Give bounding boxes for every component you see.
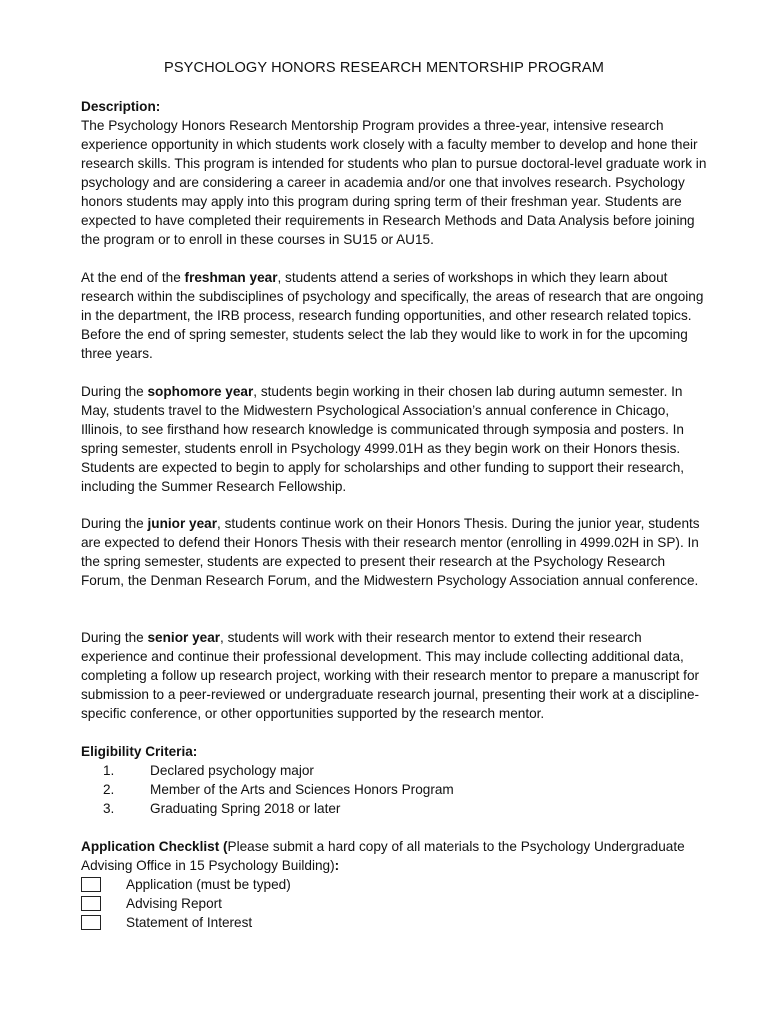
eligibility-item [81,780,711,799]
freshman-before: At the end of the [81,270,185,285]
page-title: PSYCHOLOGY HONORS RESEARCH MENTORSHIP PROGRAM [164,60,604,76]
eligibility-item-number: 1. [103,763,115,778]
senior-paragraph [81,628,711,723]
junior-before: During the [81,516,148,531]
eligibility-item [81,761,711,780]
eligibility-item-number: 2. [103,782,115,797]
checkbox-advising-report[interactable] [81,896,101,911]
checklist-heading-text: Please submit a hard copy of all materials to the Psychology Undergraduate Advising Office in 15 Psychology Building) [81,839,685,873]
senior-before: During the [81,630,148,645]
sophomore-before: During the [81,384,148,399]
eligibility-item-text: Member of the Arts and Sciences Honors Program [150,782,454,797]
description-text: The Psychology Honors Research Mentorship Program provides a three-year, intensive research experience opportunity in which students work closely with a faculty member to develop and hone their research skills. This program is intended for students who plan to pursue doctoral-level graduate work in psychology and are considering a career in academia and/or one that involves research. Psychology honors students may apply into this program during spring term of their freshman year. Students are expected to have completed their requirements in Research Methods and Data Analysis before joining the program or to enroll in these courses in SU15 or AU15. [81,118,707,247]
checklist-section [81,837,711,932]
checklist-item-label: Application (must be typed) [126,877,291,892]
checkbox-statement-of-interest[interactable] [81,915,101,930]
eligibility-item [81,799,711,818]
sophomore-year-label: sophomore year [147,384,254,399]
senior-year-label: senior year [147,630,221,645]
checklist-item-label: Advising Report [126,896,222,911]
checklist-item-label: Statement of Interest [126,915,253,930]
checklist-item [81,875,711,894]
checklist-heading-bold: Application Checklist ( [81,839,228,854]
description-heading: Description: [81,99,161,114]
junior-year-label: junior year [147,516,218,531]
checkbox-application[interactable] [81,877,101,892]
freshman-year-label: freshman year [184,270,278,285]
freshman-after: , students attend a series of workshops in which they learn about research within the subdisciplines of psychology and specifically, the areas of research that are ongoing in the department, the IRB process, research funding opportunities, and other research related topics. Before the end of spring semester, students select the lab they would like to work in for the upcoming three years. [81,270,704,361]
checklist-item [81,894,711,913]
sophomore-paragraph [81,382,711,496]
sophomore-after: , students begin working in their chosen lab during autumn semester. In May, students travel to the Midwestern Psychological Association’s annual conference in Chicago, Illinois, to see firsthand how research knowledge is communicated through symposia and posters. In spring semester, students enroll in Psychology 4999.01H as they begin work on their Honors thesis. Students are expected to begin to apply for scholarships and other funding to support their research, including the Summer Research Fellowship. [81,384,685,494]
checklist-list [81,875,711,932]
eligibility-item-number: 3. [103,801,115,816]
junior-after: , students continue work on their Honors Thesis. During the junior year, students are expected to defend their Honors Thesis with their research mentor (enrolling in 4999.02H in SP). In the spring semester, students are expected to present their research at the Psychology Research Forum, the Denman Research Forum, and the Midwestern Psychology Association annual conference. [81,516,700,588]
eligibility-heading: Eligibility Criteria: [81,744,198,759]
eligibility-section [81,742,711,818]
checklist-item [81,913,711,932]
eligibility-item-text: Graduating Spring 2018 or later [150,801,341,816]
junior-paragraph [81,514,711,590]
eligibility-item-text: Declared psychology major [150,763,314,778]
senior-after: , students will work with their research mentor to extend their research experience and continue their professional development. This may include collecting additional data, completing a follow up research project, working with their research mentor to prepare a manuscript for submission to a peer-reviewed or undergraduate research journal, presenting their work at a discipline-specific conference, or other opportunities supported by the research mentor. [81,630,700,721]
eligibility-list [81,761,711,818]
description-section [81,97,711,249]
checklist-heading [81,837,711,875]
freshman-paragraph [81,268,711,363]
checklist-heading-end: : [334,858,340,873]
